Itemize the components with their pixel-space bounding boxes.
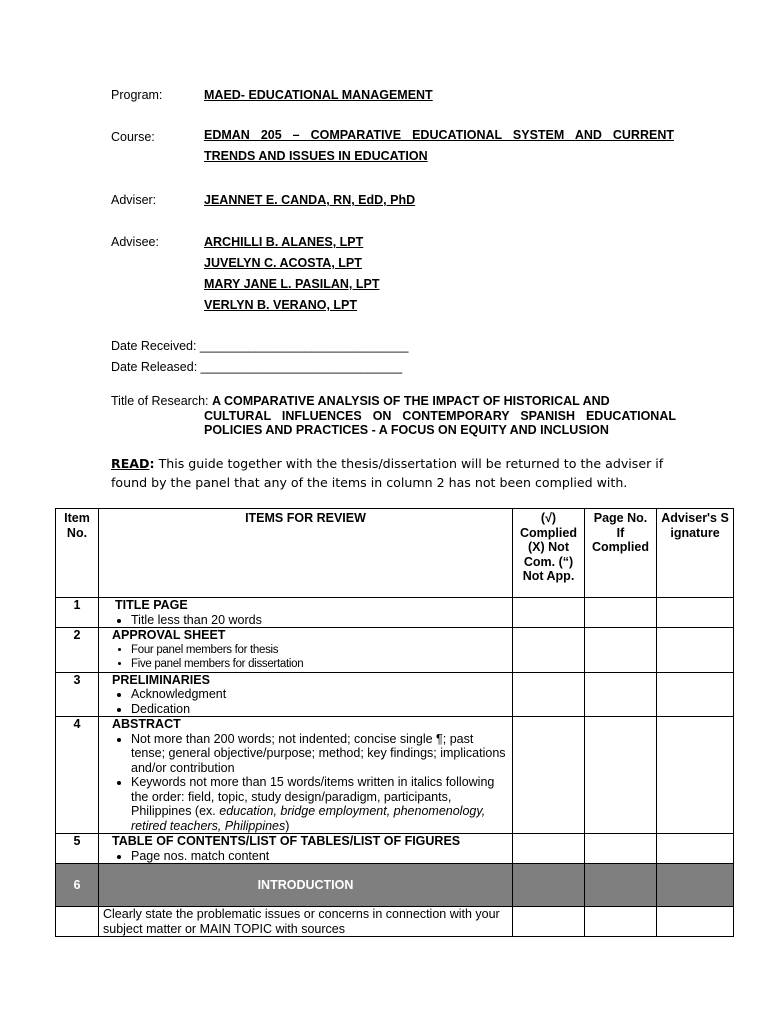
status-cell[interactable] bbox=[513, 672, 585, 717]
table-row bbox=[56, 598, 734, 628]
list-item: • Page nos. match content bbox=[131, 849, 508, 864]
row-item bbox=[99, 717, 513, 834]
signature-cell[interactable] bbox=[657, 672, 734, 717]
keywords-text: Keywords not more than 15 words/items written in italics following the order: field, topic, study design/paradigm, participants, Philippines (ex. bbox=[131, 775, 495, 818]
section-row-introduction bbox=[56, 864, 734, 907]
advisee-4: VERLYN B. VERANO, LPT bbox=[204, 298, 358, 312]
row-number: 1 bbox=[56, 598, 99, 628]
course-value-line2: TRENDS AND ISSUES IN EDUCATION bbox=[204, 149, 428, 163]
row-number: 2 bbox=[56, 628, 99, 673]
read-text: This guide together with the thesis/dissertation will be returned to the adviser if found by the panel that any of the items in column 2 has not been complied with. bbox=[111, 456, 664, 490]
course-value-line1: EDMAN 205 – COMPARATIVE EDUCATIONAL SYSTEM AND CURRENT bbox=[204, 128, 674, 142]
keywords-close: ) bbox=[285, 818, 290, 833]
list-item: • Four panel members for thesis bbox=[131, 643, 508, 658]
row-item bbox=[99, 672, 513, 717]
header-signature: Adviser's Signature bbox=[657, 509, 734, 598]
page-no-cell[interactable] bbox=[585, 907, 657, 937]
signature-cell[interactable] bbox=[657, 834, 734, 864]
status-cell[interactable] bbox=[513, 598, 585, 628]
advisee-3: MARY JANE L. PASILAN, LPT bbox=[204, 277, 380, 291]
status-cell[interactable] bbox=[513, 628, 585, 673]
course-value bbox=[204, 125, 674, 167]
header-item-no: Item No. bbox=[56, 509, 99, 598]
row-number: 3 bbox=[56, 672, 99, 717]
advisee-1: ARCHILLI B. ALANES, LPT bbox=[204, 235, 364, 249]
row-title: TITLE PAGE bbox=[115, 598, 188, 612]
table-row bbox=[56, 672, 734, 717]
signature-cell[interactable] bbox=[657, 598, 734, 628]
read-instruction bbox=[111, 455, 671, 492]
date-released: Date Released: _____________________________ bbox=[111, 360, 403, 374]
signature-cell[interactable] bbox=[657, 628, 734, 673]
row-item bbox=[99, 598, 513, 628]
table-header-row bbox=[56, 509, 734, 598]
research-title-label: Title of Research: bbox=[111, 394, 209, 408]
page-no-cell bbox=[585, 864, 657, 907]
adviser-label: Adviser: bbox=[111, 193, 157, 207]
date-received: Date Received: ______________________________ bbox=[111, 339, 409, 353]
list-item: • Dedication bbox=[131, 702, 508, 717]
table-row bbox=[56, 834, 734, 864]
row-item bbox=[99, 834, 513, 864]
advisee-2: JUVELYN C. ACOSTA, LPT bbox=[204, 256, 362, 270]
section-title: INTRODUCTION bbox=[99, 864, 513, 907]
page-no-cell[interactable] bbox=[585, 628, 657, 673]
list-item: • Five panel members for dissertation bbox=[131, 657, 508, 672]
row-number: 4 bbox=[56, 717, 99, 834]
read-colon: : bbox=[149, 456, 155, 471]
row-number: 6 bbox=[56, 864, 99, 907]
status-cell[interactable] bbox=[513, 907, 585, 937]
research-title-line3: POLICIES AND PRACTICES - A FOCUS ON EQUITY AND INCLUSION bbox=[204, 423, 609, 437]
signature-cell bbox=[657, 864, 734, 907]
row-item bbox=[99, 628, 513, 673]
page-no-cell[interactable] bbox=[585, 717, 657, 834]
status-cell bbox=[513, 864, 585, 907]
list-item: • Not more than 200 words; not indented; concise single ¶; past tense; general objective/purpose; method; key findings; implications and/or contribution bbox=[131, 732, 508, 776]
keywords-example: education, bridge employment, phenomenology, retired teachers, Philippines bbox=[131, 804, 486, 833]
row-item-text: Clearly state the problematic issues or concerns in connection with your subject matter or MAIN TOPIC with sources bbox=[99, 907, 513, 937]
page-no-cell[interactable] bbox=[585, 598, 657, 628]
header-items-for-review: ITEMS FOR REVIEW bbox=[99, 509, 513, 598]
header-page-no: Page No. If Complied bbox=[585, 509, 657, 598]
research-title bbox=[111, 394, 676, 438]
row-number: 5 bbox=[56, 834, 99, 864]
adviser-value: JEANNET E. CANDA, RN, EdD, PhD bbox=[204, 193, 416, 207]
review-table bbox=[55, 508, 734, 937]
table-row bbox=[56, 717, 734, 834]
program-value: MAED- EDUCATIONAL MANAGEMENT bbox=[204, 88, 433, 102]
page-no-cell[interactable] bbox=[585, 672, 657, 717]
list-item: • Title less than 20 words bbox=[131, 613, 508, 628]
row-title: APPROVAL SHEET bbox=[112, 628, 226, 642]
row-number bbox=[56, 907, 99, 937]
advisee-label: Advisee: bbox=[111, 235, 159, 249]
row-title: ABSTRACT bbox=[112, 717, 181, 731]
research-title-line2: CULTURAL INFLUENCES ON CONTEMPORARY SPANISH EDUCATIONAL bbox=[204, 408, 676, 423]
research-title-line1: A COMPARATIVE ANALYSIS OF THE IMPACT OF HISTORICAL AND bbox=[211, 394, 610, 408]
table-row bbox=[56, 628, 734, 673]
page-no-cell[interactable] bbox=[585, 834, 657, 864]
program-label: Program: bbox=[111, 88, 163, 102]
read-heading: READ bbox=[111, 456, 150, 471]
header-status: (√) Complied (X) Not Com. (“) Not App. bbox=[513, 509, 585, 598]
status-cell[interactable] bbox=[513, 717, 585, 834]
status-cell[interactable] bbox=[513, 834, 585, 864]
signature-cell[interactable] bbox=[657, 907, 734, 937]
list-item: • Acknowledgment bbox=[131, 687, 508, 702]
course-label: Course: bbox=[111, 130, 155, 144]
signature-cell[interactable] bbox=[657, 717, 734, 834]
row-title: PRELIMINARIES bbox=[112, 672, 210, 687]
row-title: TABLE OF CONTENTS/LIST OF TABLES/LIST OF FIGURES bbox=[112, 834, 461, 848]
table-row bbox=[56, 907, 734, 937]
list-item bbox=[131, 775, 508, 833]
